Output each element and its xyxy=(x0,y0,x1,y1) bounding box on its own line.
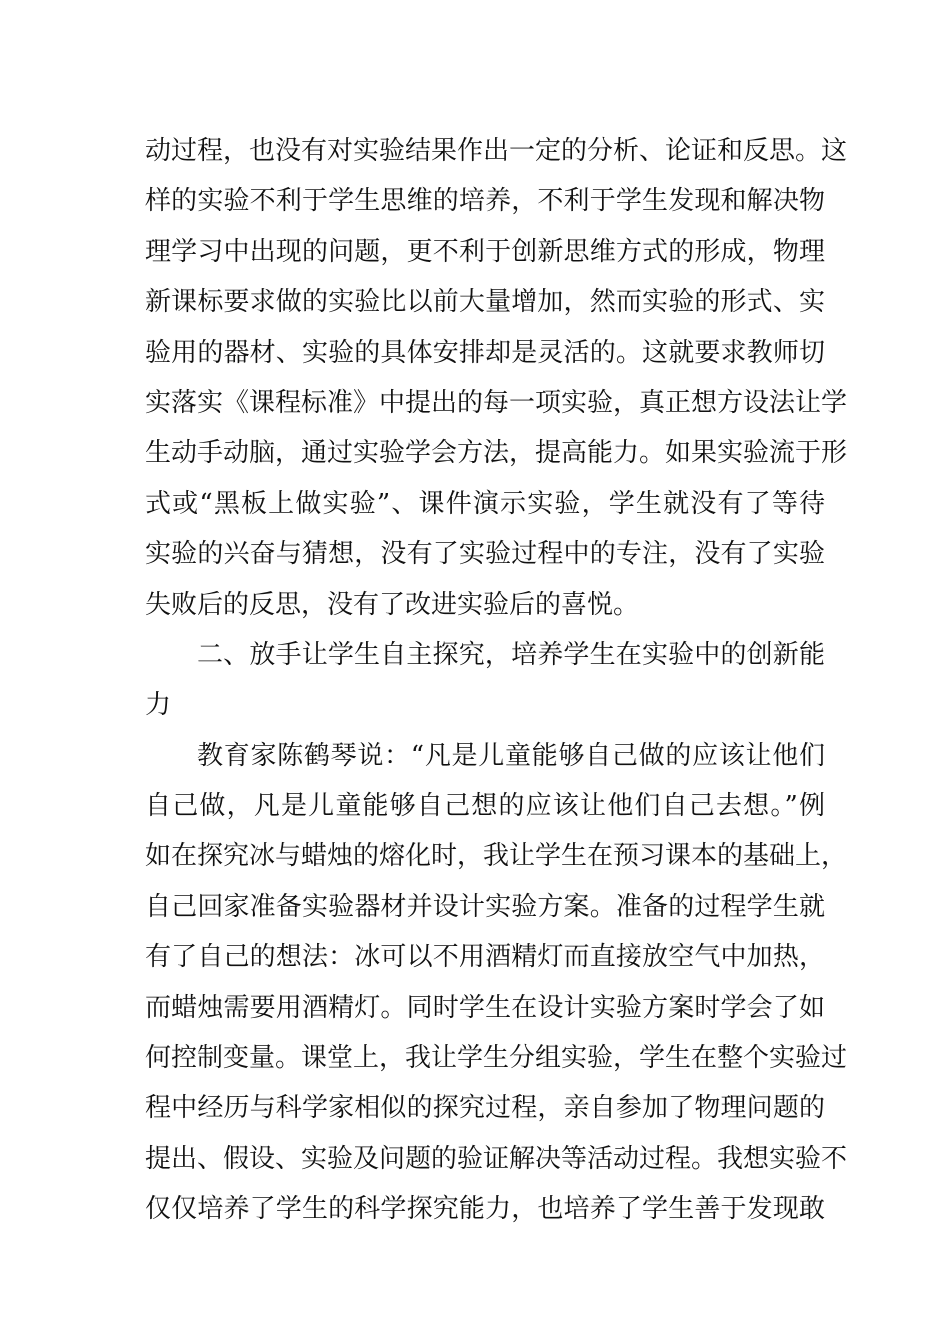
text-line: 仅仅培养了学生的科学探究能力，也培养了学生善于发现敢 xyxy=(145,1194,825,1225)
text-line: 自己回家准备实验器材并设计实验方案。准备的过程学生就 xyxy=(145,891,825,922)
text-line: 而蜡烛需要用酒精灯。同时学生在设计实验方案时学会了如 xyxy=(145,992,825,1023)
text-line: 教育家陈鹤琴说：“凡是儿童能够自己做的应该让他们 xyxy=(197,740,825,771)
text-line: 程中经历与科学家相似的探究过程，亲自参加了物理问题的 xyxy=(145,1093,825,1124)
text-line: 实验的兴奋与猜想，没有了实验过程中的专注，没有了实验 xyxy=(145,539,825,570)
text-line: 验用的器材、实验的具体安排却是灵活的。这就要求教师切 xyxy=(145,337,825,368)
text-line: 何控制变量。课堂上，我让学生分组实验，学生在整个实验过 xyxy=(145,1043,848,1074)
text-line: 样的实验不利于学生思维的培养，不利于学生发现和解决物 xyxy=(145,186,825,217)
text-line: 如在探究冰与蜡烛的熔化时，我让学生在预习课本的基础上， xyxy=(145,841,848,872)
document-body xyxy=(145,126,848,1235)
text-line: 理学习中出现的问题，更不利于创新思维方式的形成，物理 xyxy=(145,236,825,267)
text-line: 失败后的反思，没有了改进实验后的喜悦。 xyxy=(145,589,640,620)
text-line: 式或“黑板上做实验”、课件演示实验，学生就没有了等待 xyxy=(145,488,825,519)
text-line: 力 xyxy=(145,690,172,721)
text-line: 实落实《课程标准》中提出的每一项实验，真正想方设法让学 xyxy=(145,387,848,418)
text-line: 提出、假设、实验及问题的验证解决等活动过程。我想实验不 xyxy=(145,1143,848,1174)
text-line: 生动手动脑，通过实验学会方法，提高能力。如果实验流于形 xyxy=(145,438,848,469)
text-line: 动过程，也没有对实验结果作出一定的分析、论证和反思。这 xyxy=(145,136,848,166)
text-line: 新课标要求做的实验比以前大量增加，然而实验的形式、实 xyxy=(145,287,825,318)
text-line: 自己做，凡是儿童能够自己想的应该让他们自己去想。”例 xyxy=(145,791,825,822)
text-line: 有了自己的想法：冰可以不用酒精灯而直接放空气中加热， xyxy=(145,942,825,973)
text-line: 二、放手让学生自主探究，培养学生在实验中的创新能 xyxy=(197,639,825,670)
